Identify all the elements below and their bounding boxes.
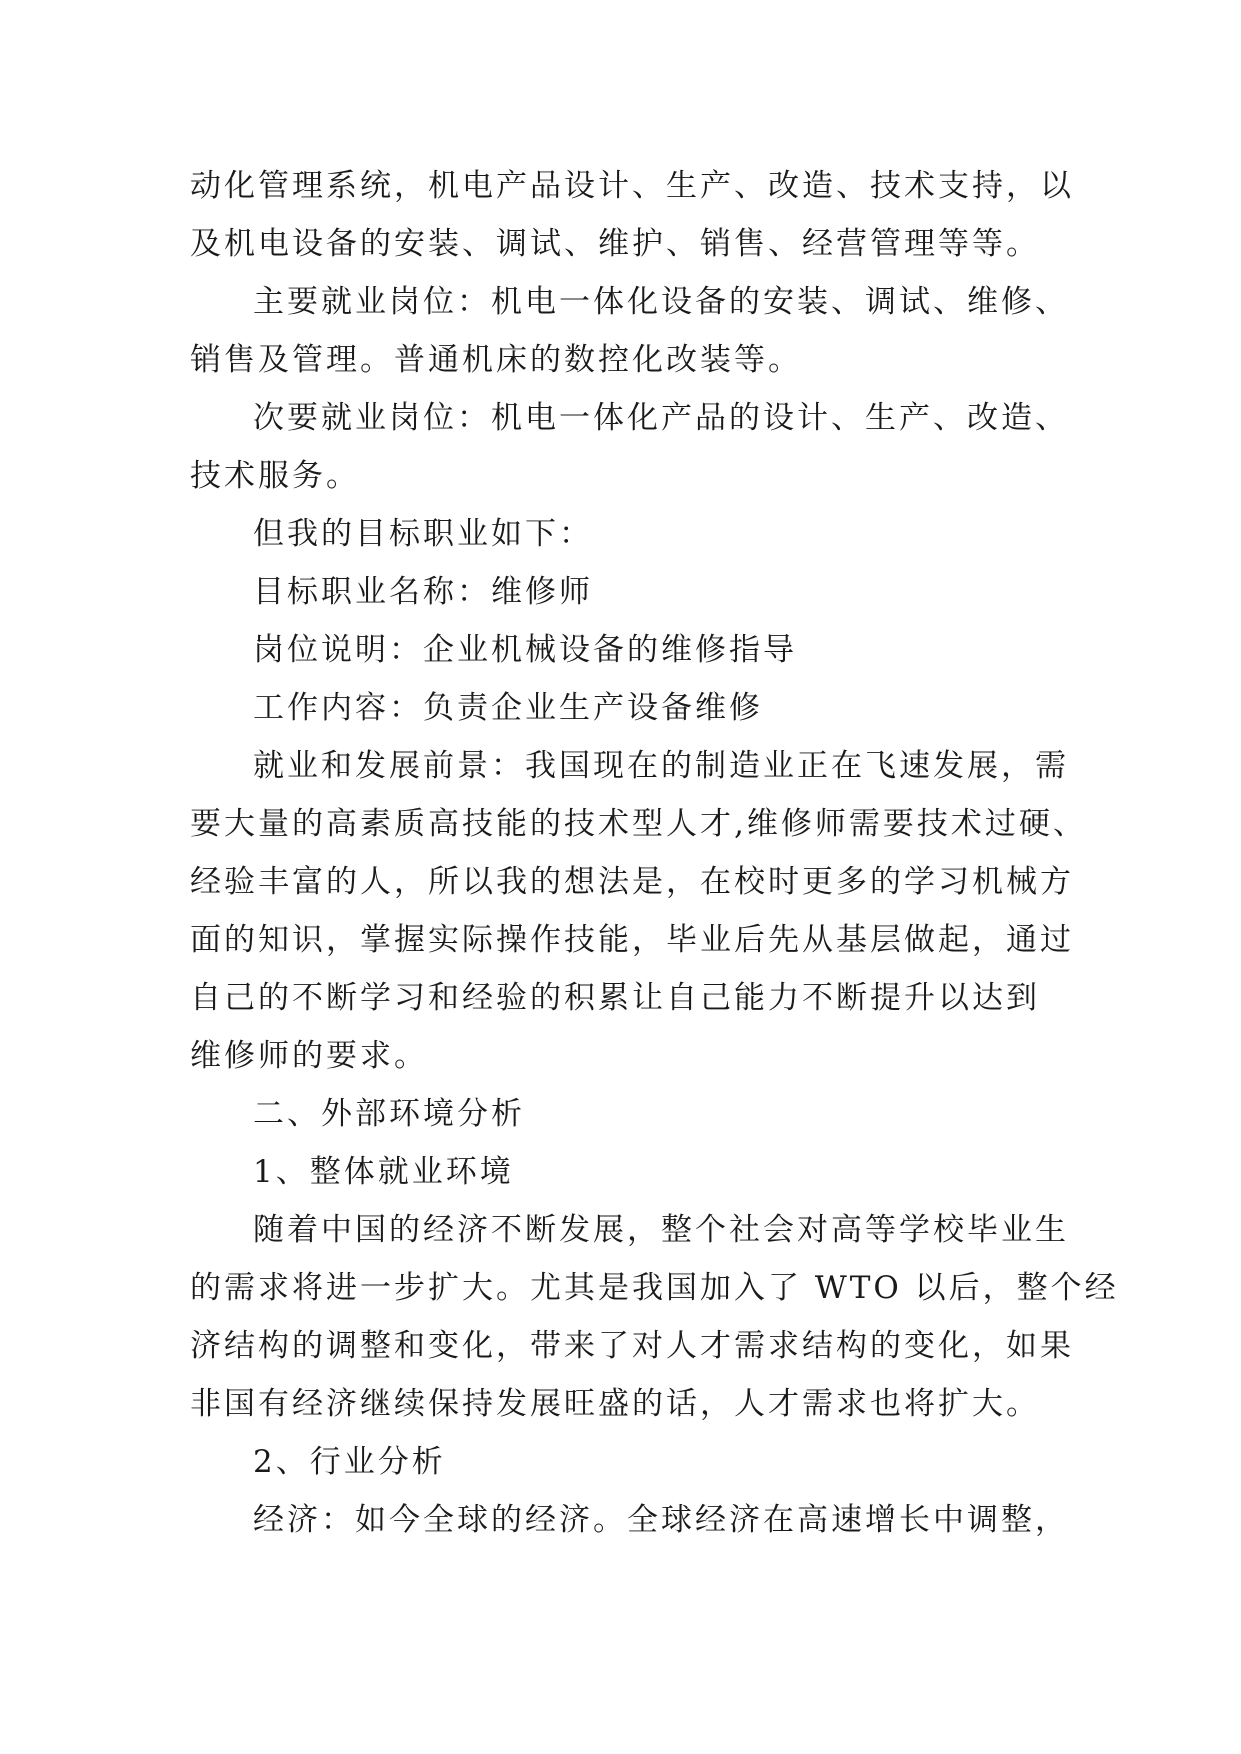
paragraph-line: 次要就业岗位：机电一体化产品的设计、生产、改造、 [253, 400, 1069, 436]
text-line: 及机电设备的安装、调试、维护、销售、经营管理等等。 [190, 226, 1040, 262]
paragraph-line: 但我的目标职业如下： [253, 516, 593, 552]
text-line: 的需求将进一步扩大。尤其是我国加入了 WTO 以后，整个经 [190, 1270, 1119, 1306]
paragraph-line: 经济：如今全球的经济。全球经济在高速增长中调整， [253, 1502, 1069, 1538]
text-line: 销售及管理。普通机床的数控化改装等。 [190, 342, 802, 378]
text-line: 维修师的要求。 [190, 1038, 428, 1074]
text-line: 面的知识，掌握实际操作技能，毕业后先从基层做起，通过 [190, 922, 1074, 958]
paragraph-line: 主要就业岗位：机电一体化设备的安装、调试、维修、 [253, 284, 1069, 320]
paragraph-line: 就业和发展前景：我国现在的制造业正在飞速发展，需 [253, 748, 1069, 784]
text-line: 非国有经济继续保持发展旺盛的话，人才需求也将扩大。 [190, 1386, 1040, 1422]
text-line: 济结构的调整和变化，带来了对人才需求结构的变化，如果 [190, 1328, 1074, 1364]
subsection-heading: 1、整体就业环境 [253, 1154, 514, 1190]
paragraph-line: 岗位说明：企业机械设备的维修指导 [253, 632, 797, 668]
text-line: 要大量的高素质高技能的技术型人才,维修师需要技术过硬、 [190, 806, 1087, 842]
text-line: 动化管理系统，机电产品设计、生产、改造、技术支持，以 [190, 168, 1074, 204]
paragraph-line: 随着中国的经济不断发展，整个社会对高等学校毕业生 [253, 1212, 1069, 1248]
section-heading: 二、外部环境分析 [253, 1096, 525, 1132]
paragraph-line: 目标职业名称：维修师 [253, 574, 593, 610]
text-line: 自己的不断学习和经验的积累让自己能力不断提升以达到 [190, 980, 1040, 1016]
text-line: 经验丰富的人，所以我的想法是，在校时更多的学习机械方 [190, 864, 1074, 900]
subsection-heading: 2、行业分析 [253, 1444, 446, 1480]
text-line: 技术服务。 [190, 458, 360, 494]
paragraph-line: 工作内容：负责企业生产设备维修 [253, 690, 763, 726]
